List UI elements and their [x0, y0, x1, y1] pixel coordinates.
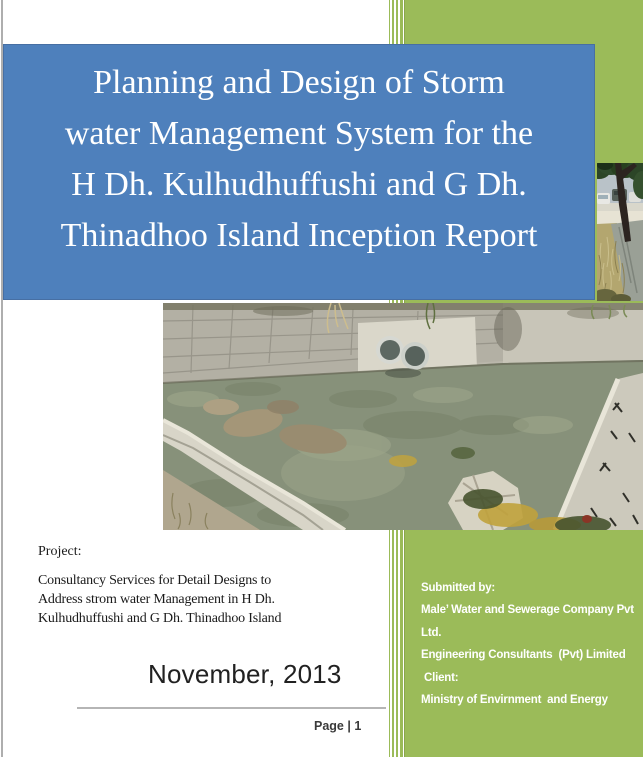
footer-rule: [77, 707, 386, 709]
submitter-name-line-1: Male’ Water and Sewerage Company Pvt: [421, 604, 634, 617]
page-number: Page | 1: [314, 719, 362, 733]
street-tree-photo: [597, 163, 643, 301]
title-banner: [3, 44, 595, 300]
submitted-by-label: Submitted by:: [421, 582, 496, 594]
report-date: November, 2013: [148, 659, 342, 689]
cover-title-line-3: H Dh. Kulhudhuffushi and G Dh.: [71, 166, 527, 203]
cover-title: [4, 45, 594, 261]
pond-photo: [163, 303, 643, 530]
cover-title-line-1: Planning and Design of Storm: [93, 64, 505, 101]
project-description-line-3: Kulhudhuffushi and G Dh. Thinadhoo Island: [38, 611, 282, 626]
cover-title-line-4: Thinadhoo Island Inception Report: [60, 217, 538, 254]
consultant-name: Engineering Consultants (Pvt) Limited: [421, 649, 626, 662]
client-label: Client:: [421, 671, 459, 684]
project-description: [38, 571, 288, 628]
sidebar-info: [421, 577, 634, 711]
cover-title-line-2: water Management System for the: [64, 115, 534, 152]
client-name: Ministry of Envirnment and Energy: [421, 694, 608, 707]
project-description-line-1: Consultancy Services for Detail Designs to: [38, 573, 272, 588]
project-label: Project:: [38, 544, 82, 559]
submitter-name-line-2: Ltd.: [421, 626, 442, 639]
project-description-line-2: Address strom water Management in H Dh.: [38, 592, 275, 607]
